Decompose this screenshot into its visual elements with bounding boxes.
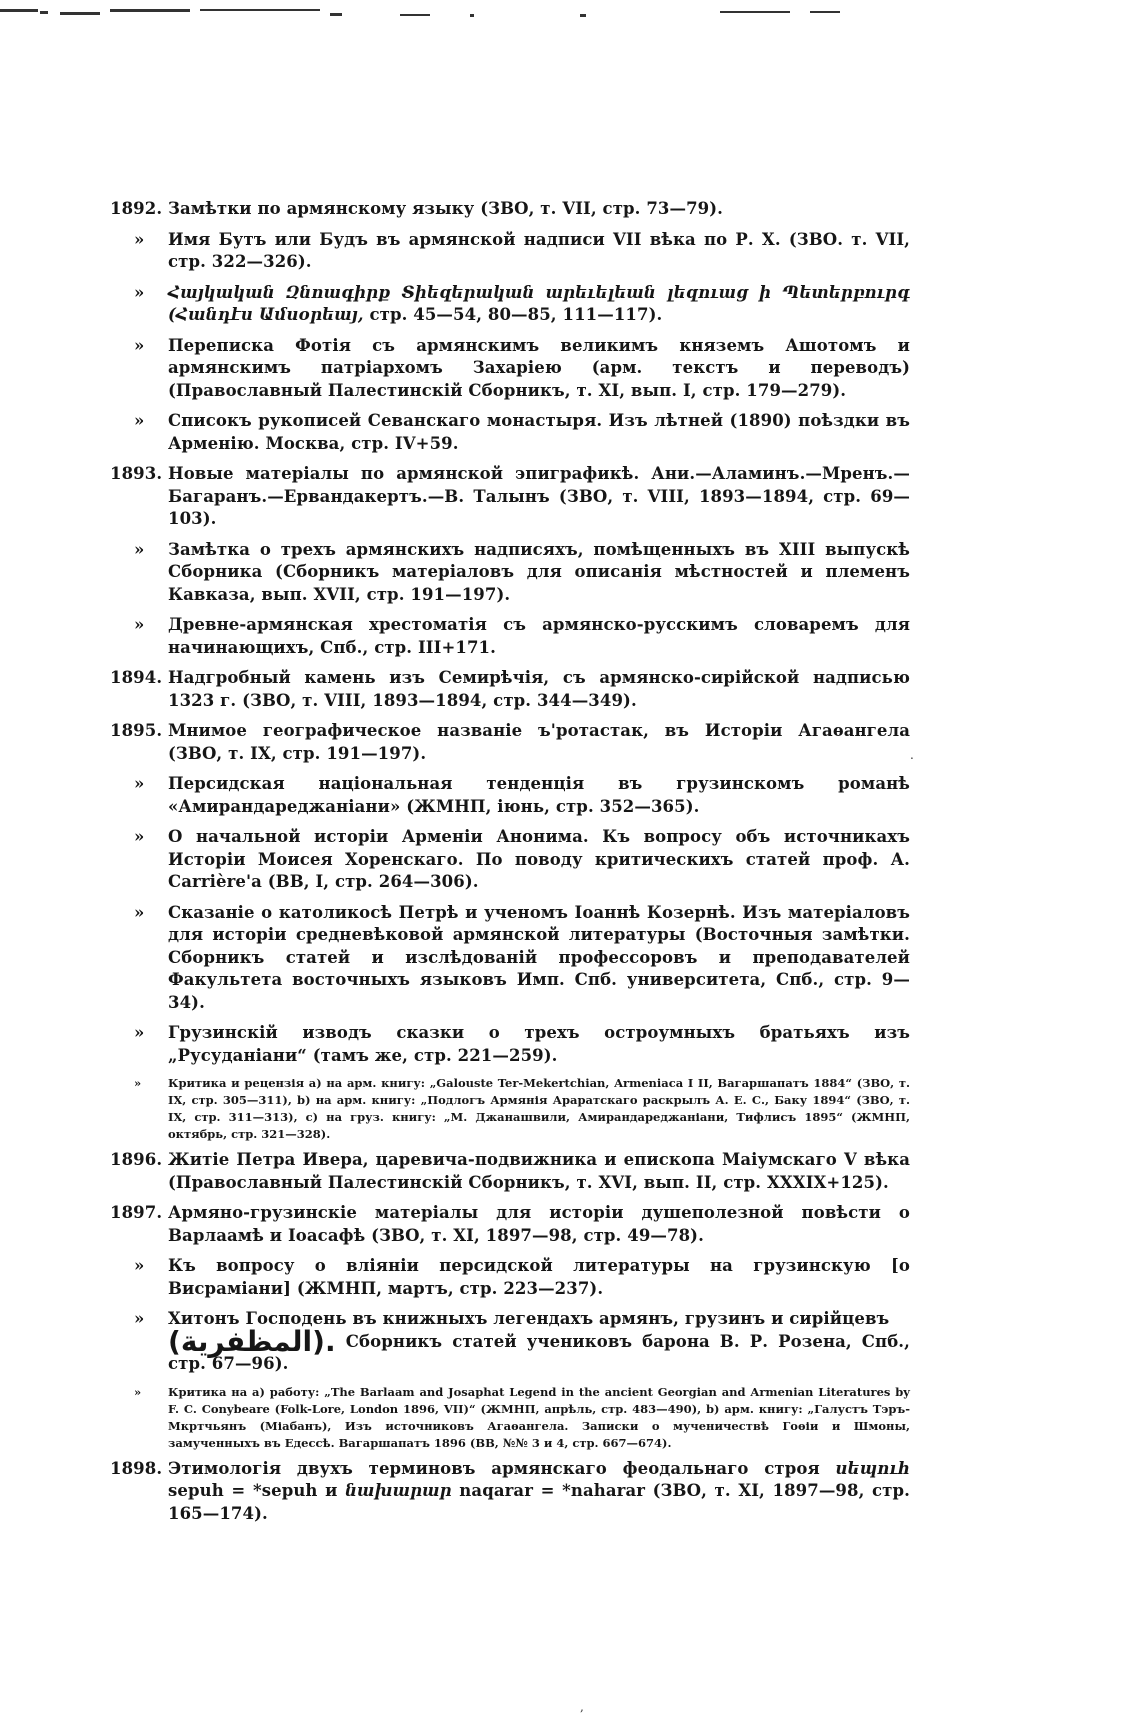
entry-text: Мнимое географическое названіе ъ'ротастак, въ Исторіи Агаѳангела (ЗВО, т. IX, стр. 191—197).	[168, 721, 910, 763]
year-mark: 1893.	[110, 464, 163, 483]
ditto-mark: »	[134, 902, 145, 922]
bibliography-entry	[110, 902, 910, 1015]
scan-top-edge	[0, 0, 1140, 22]
entry-transliteration: sepuh = *sepuh и	[168, 1481, 346, 1500]
ditto-mark: »	[134, 282, 145, 302]
ditto-mark: »	[134, 229, 145, 249]
entry-pages: стр. 45—54, 80—85, 111—117).	[363, 305, 663, 324]
entry-source: naqarar = *naharar (ЗВО, т. XI, 1897—98, стр. 165—174).	[168, 1481, 910, 1523]
entry-text: Персидская національная тенденція въ грузинскомъ романѣ «Амирандареджаніани» (ЖМНП, іюнь, стр. 352—365).	[168, 774, 910, 816]
bibliography-entry	[110, 463, 910, 531]
ditto-mark: »	[134, 539, 145, 559]
entry-text	[168, 1308, 910, 1376]
bibliography-entry	[110, 720, 910, 765]
year-mark: 1894.	[110, 668, 163, 687]
entry-text	[168, 1458, 910, 1526]
bibliography-entry	[110, 1255, 910, 1300]
entry-text: Списокъ рукописей Севанскаго монастыря. Изъ лѣтней (1890) поѣздки въ Арменію. Москва, стр. IV+59.	[168, 411, 910, 453]
bibliography-entry	[110, 198, 910, 221]
ditto-mark: »	[134, 615, 145, 634]
entry-title: Хитонъ Господень въ книжныхъ легендахъ армянъ, грузинъ и сирійцевъ	[168, 1309, 890, 1328]
entry-text: Имя Бутъ или Будъ въ армянской надписи VII вѣка по Р. Х. (ЗВО. т. VII, стр. 322—326).	[168, 229, 910, 271]
armenian-title: Հայկական Զնոագիրք Տիեզերական արեւելեան լեզուաց ի Պետերբուրգ (Հանդէս Ամսօրեայ,	[168, 282, 910, 324]
entry-text: Древне-армянская хрестоматія съ армянско-русскимъ словаремъ для начинающихъ, Спб., стр. III+171.	[168, 615, 910, 657]
bibliography-entry	[110, 410, 910, 455]
entry-text: Житіе Петра Ивера, царевича-подвижника и епископа Маіумскаго V вѣка (Православный Палестинскій Сборникъ, т. XVI, вып. II, стр. XXXIX+125).	[168, 1150, 910, 1192]
bibliography-entry	[110, 614, 910, 659]
entry-text: Замѣтки по армянскому языку (ЗВО, т. VII, стр. 73—79).	[168, 199, 724, 218]
scan-speck: ,	[580, 1700, 584, 1714]
bibliography-entry	[110, 229, 910, 274]
entry-text: О начальной исторіи Арменіи Анонима. Къ вопросу объ источникахъ Исторіи Моисея Хоренскаго. По поводу критическихъ статей проф. А. Carrière'а (ВВ, I, стр. 264—306).	[168, 827, 910, 891]
bibliography-entry-small	[110, 1384, 910, 1452]
ditto-mark: »	[134, 1076, 142, 1090]
armenian-term: նախարար	[345, 1481, 452, 1500]
bibliography-entry	[110, 539, 910, 607]
bibliography-entry	[110, 773, 910, 818]
bibliography-entry	[110, 282, 910, 327]
scan-speck: .	[910, 748, 914, 762]
bibliography-entry	[110, 1022, 910, 1067]
armenian-term: սեպուհ	[835, 1458, 910, 1478]
entry-text: Критика на а) работу: „The Barlaam and Josaphat Legend in the ancient Georgian and Armenian Literatures by F. C. Conybeare (Folk-Lore, London 1896, VII)“ (ЖМНП, апрѣль, стр. 483—490), b) арм. книгу: „Галустъ Тэръ-Мкртчьянъ (Міабанъ), Изъ источниковъ Агаѳангела. Записки о мученичествѣ Гоѳіи и Шмоны, замученныхъ въ Едессѣ. Вагаршапатъ 1896 (ВВ, №№ 3 и 4, стр. 667—674).	[168, 1384, 910, 1450]
arabic-title: (المظفرية).	[168, 1324, 336, 1358]
entry-text: Къ вопросу о вліяніи персидской литературы на грузинскую [о Висраміани] (ЖМНП, мартъ, стр. 223—237).	[168, 1256, 910, 1298]
entry-text: Армяно-грузинскіе матеріалы для исторіи душеполезной повѣсти о Варлаамѣ и Іоасафѣ (ЗВО, т. XI, 1897—98, стр. 49—78).	[168, 1203, 910, 1245]
entry-text: Грузинскій изводъ сказки о трехъ остроумныхъ братьяхъ изъ „Русуданіани“ (тамъ же, стр. 221—259).	[168, 1023, 910, 1065]
entry-text: Критика и рецензія а) на арм. книгу: „Galouste Ter-Mekertchian, Armeniaca I II, Вагаршапатъ 1884“ (ЗВО, т. IX, стр. 305—311), b) на арм. книгу: „Подлогъ Армянія Араратскаго раскрылъ А. Е. С., Баку 1894“ (ЗВО, т. IX, стр. 311—313), с) на груз. книгу: „М. Джанашвили, Амирандареджаніани, Тифлисъ 1895“ (ЖМНП, октябрь, стр. 321—328).	[168, 1076, 910, 1141]
year-mark: 1898.	[110, 1458, 163, 1478]
entry-source: Сборникъ статей учениковъ барона В. Р. Розена, Спб., стр. 67—96).	[168, 1331, 910, 1373]
ditto-mark: »	[134, 411, 145, 430]
entry-text	[168, 282, 910, 327]
bibliography-entry	[110, 667, 910, 712]
year-mark: 1892.	[110, 199, 163, 218]
ditto-mark: »	[134, 1384, 142, 1399]
bibliography-entry	[110, 1149, 910, 1194]
ditto-mark: »	[134, 1256, 145, 1275]
bibliography-entry-small	[110, 1075, 910, 1143]
entry-title: Этимологія двухъ терминовъ армянскаго феодальнаго строя	[168, 1458, 836, 1478]
entry-text: Надгробный камень изъ Семирѣчія, съ армянско-сирійской надписью 1323 г. (ЗВО, т. VIII, 1893—1894, стр. 344—349).	[168, 668, 910, 710]
ditto-mark: »	[134, 335, 145, 355]
entry-text: Замѣтка о трехъ армянскихъ надписяхъ, помѣщенныхъ въ XIII выпускѣ Сборника (Сборникъ матеріаловъ для описанія мѣстностей и племенъ Кавказа, вып. XVII, стр. 191—197).	[168, 539, 910, 604]
year-mark: 1895.	[110, 721, 163, 740]
ditto-mark: »	[134, 1309, 145, 1328]
bibliography-page	[110, 198, 910, 1533]
ditto-mark: »	[134, 774, 145, 793]
year-mark: 1897.	[110, 1203, 163, 1222]
bibliography-entry	[110, 1458, 910, 1526]
bibliography-entry	[110, 335, 910, 403]
entry-text: Сказаніе о католикосѣ Петрѣ и ученомъ Іоаннѣ Козернѣ. Изъ матеріаловъ для исторіи средневѣковой армянской литературы (Восточныя замѣтки. Сборникъ статей и изслѣдованій профессоровъ и преподавателей Факультета восточныхъ языковъ Имп. Спб. университета, Спб., стр. 9—34).	[168, 902, 910, 1012]
entry-text: Новые матеріалы по армянской эпиграфикѣ. Ани.—Аламинъ.—Мренъ.—Багаранъ.—Ервандакертъ.—В. Талынъ (ЗВО, т. VIII, 1893—1894, стр. 69—103).	[168, 464, 910, 528]
year-mark: 1896.	[110, 1150, 163, 1169]
ditto-mark: »	[134, 827, 145, 846]
bibliography-entry	[110, 1202, 910, 1247]
bibliography-entry	[110, 1308, 910, 1376]
ditto-mark: »	[134, 1023, 145, 1042]
bibliography-entry	[110, 826, 910, 894]
entry-text: Переписка Фотія съ армянскимъ великимъ княземъ Ашотомъ и армянскимъ патріархомъ Захаріею (арм. текстъ и переводъ) (Православный Палестинскій Сборникъ, т. XI, вып. I, стр. 179—279).	[168, 335, 910, 400]
